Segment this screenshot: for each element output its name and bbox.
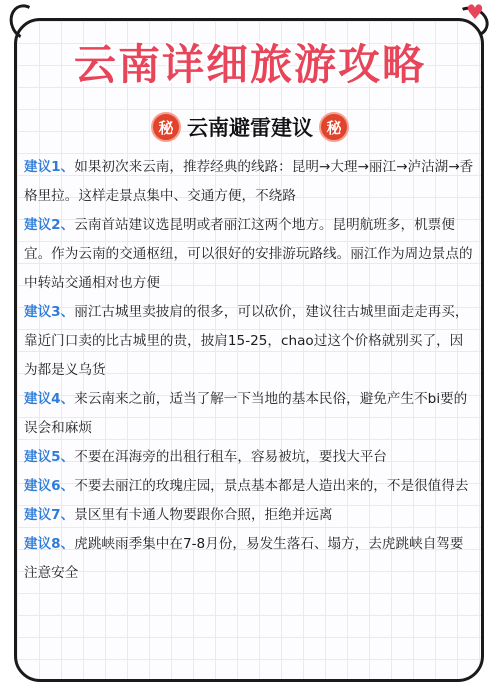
advice-label: 建议2、 [24, 217, 75, 233]
advice-item-7 [24, 501, 476, 530]
advice-text: 不要在洱海旁的出租行租车，容易被坑，要找大平台 [74, 449, 387, 465]
advice-item-2 [24, 211, 476, 298]
advice-label: 建议8、 [24, 536, 75, 552]
advice-list [24, 153, 476, 588]
advice-item-5 [24, 443, 476, 472]
advice-label: 建议3、 [24, 304, 75, 320]
advice-label: 建议4、 [24, 391, 75, 407]
page-title: 云南详细旅游攻略 [73, 40, 426, 89]
advice-item-6 [24, 472, 476, 501]
subtitle: 云南避雷建议 [187, 116, 313, 140]
advice-text: 不要去丽江的玫瑰庄园，景点基本都是人造出来的，不是很值得去 [74, 478, 469, 494]
advice-text: 丽江古城里卖披肩的很多，可以砍价，建议往古城里面走走再买，靠近门口卖的比古城里的贵，披肩15-25，chao过这个价格就别买了，因为都是义乌货 [24, 304, 469, 378]
heart-icon: ♥ [466, 0, 484, 24]
advice-label: 建议7、 [24, 507, 75, 523]
advice-text: 如果初次来云南，推荐经典的线路：昆明→大理→丽江→泸沽湖→香格里拉。这样走景点集中、交通方便，不绕路 [24, 159, 474, 204]
secret-badge-left: 秘 [151, 112, 181, 142]
advice-text: 云南首站建议选昆明或者丽江这两个地方。昆明航班多，机票便宜。作为云南的交通枢纽，可以很好的安排游玩路线。丽江作为周边景点的中转站交通相对也方便 [24, 217, 473, 291]
advice-item-4 [24, 385, 476, 443]
advice-item-8 [24, 530, 476, 588]
advice-label: 建议5、 [24, 449, 75, 465]
advice-text: 来云南来之前，适当了解一下当地的基本民俗，避免产生不bi要的误会和麻烦 [24, 391, 468, 436]
advice-text: 虎跳峡雨季集中在7-8月份，易发生落石、塌方，去虎跳峡自驾要注意安全 [24, 536, 464, 581]
advice-text: 景区里有卡通人物要跟你合照，拒绝并远离 [74, 507, 333, 523]
secret-badge-right: 秘 [319, 112, 349, 142]
advice-item-3 [24, 298, 476, 385]
advice-item-1 [24, 153, 476, 211]
advice-label: 建议1、 [24, 159, 75, 175]
advice-label: 建议6、 [24, 478, 75, 494]
subtitle-row [0, 112, 500, 142]
